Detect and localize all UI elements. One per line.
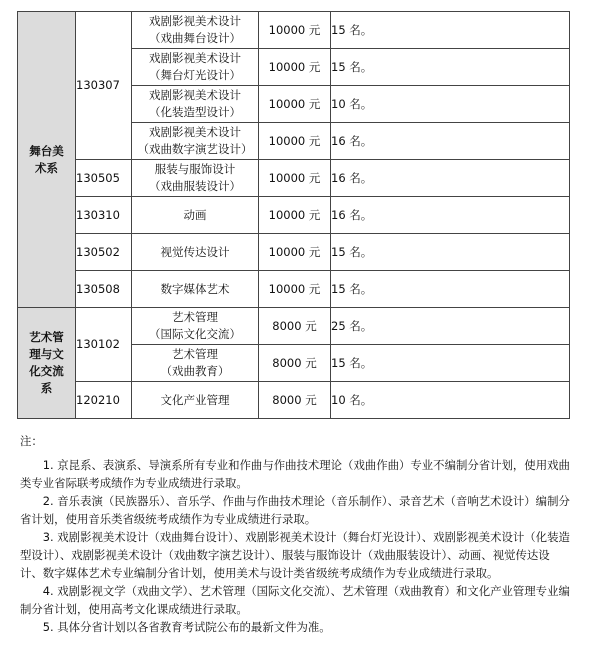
table-row xyxy=(18,12,570,49)
quota-cell: 15 名。 xyxy=(331,234,570,271)
major-name-cell xyxy=(132,160,259,197)
major-code-cell: 130102 xyxy=(76,308,132,382)
table-row xyxy=(18,308,570,345)
tuition-cell: 10000 元 xyxy=(259,160,331,197)
plan-table-body xyxy=(18,12,570,419)
major-name-line: （舞台灯光设计） xyxy=(149,68,241,82)
department-cell xyxy=(18,12,76,308)
department-name-line: 艺术管 xyxy=(29,330,64,344)
department-name-line: 术系 xyxy=(35,160,58,175)
notes-list xyxy=(20,456,572,636)
quota-cell: 10 名。 xyxy=(331,86,570,123)
note-item: 4. 戏剧影视文学（戏曲文学）、艺术管理（国际文化交流）、艺术管理（戏曲教育）和文化产业管理专业编制分省计划，使用高考文化课成绩进行录取。 xyxy=(20,584,570,616)
major-name-line: 戏剧影视美术设计 xyxy=(149,51,241,65)
tuition-cell: 10000 元 xyxy=(259,123,331,160)
major-name-cell xyxy=(132,49,259,86)
major-name-line: （戏曲服装设计） xyxy=(149,179,241,193)
quota-cell: 15 名。 xyxy=(331,271,570,308)
major-name-line: 戏剧影视美术设计 xyxy=(149,14,241,28)
tuition-cell: 10000 元 xyxy=(259,234,331,271)
tuition-cell: 10000 元 xyxy=(259,271,331,308)
tuition-cell: 8000 元 xyxy=(259,345,331,382)
note-item: 5. 具体分省计划以各省教育考试院公布的最新文件为准。 xyxy=(42,620,331,634)
major-name-cell xyxy=(132,345,259,382)
major-name-line: （戏曲教育） xyxy=(160,364,230,378)
major-code-cell: 130502 xyxy=(76,234,132,271)
department-name-line: 理与文 xyxy=(29,347,64,361)
quota-cell: 16 名。 xyxy=(331,123,570,160)
table-row xyxy=(18,197,570,234)
quota-cell: 15 名。 xyxy=(331,49,570,86)
major-name-line: 动画 xyxy=(183,207,207,222)
major-name-line: （国际文化交流） xyxy=(149,327,241,341)
quota-cell: 15 名。 xyxy=(331,345,570,382)
major-code-cell: 120210 xyxy=(76,382,132,419)
tuition-cell: 8000 元 xyxy=(259,382,331,419)
table-row xyxy=(18,160,570,197)
notes-title: 注： xyxy=(20,434,43,448)
department-name-line: 化交流 xyxy=(29,364,64,378)
enrollment-plan-table xyxy=(17,11,570,419)
quota-cell: 16 名。 xyxy=(331,197,570,234)
quota-cell: 25 名。 xyxy=(331,308,570,345)
major-name-cell xyxy=(132,308,259,345)
quota-cell: 16 名。 xyxy=(331,160,570,197)
tuition-cell: 10000 元 xyxy=(259,49,331,86)
major-name-line: （化装造型设计） xyxy=(149,105,241,119)
major-name-line: 数字媒体艺术 xyxy=(160,281,230,296)
quota-cell: 10 名。 xyxy=(331,382,570,419)
note-item: 1. 京昆系、表演系、导演系所有专业和作曲与作曲技术理论（戏曲作曲）专业不编制分省计划，使用戏曲类专业省际联考成绩作为专业成绩进行录取。 xyxy=(20,458,570,490)
table-row xyxy=(18,382,570,419)
major-name-cell xyxy=(132,234,259,271)
major-name-line: 文化产业管理 xyxy=(160,392,230,407)
major-name-line: （戏曲数字演艺设计） xyxy=(137,142,253,156)
notes-section xyxy=(20,432,572,636)
tuition-cell: 10000 元 xyxy=(259,12,331,49)
note-item: 3. 戏剧影视美术设计（戏曲舞台设计）、戏剧影视美术设计（舞台灯光设计）、戏剧影视美术设计（化装造型设计）、戏剧影视美术设计（戏曲数字演艺设计）、服装与服饰设计（戏曲服装设计）、动画、视觉传达设计、数字媒体艺术专业编制分省计划，使用美术与设计类省级统考成绩作为专业成绩进行录取。 xyxy=(20,530,570,580)
major-name-line: 戏剧影视美术设计 xyxy=(149,88,241,102)
major-code-cell: 130307 xyxy=(76,12,132,160)
major-name-cell xyxy=(132,382,259,419)
major-code-cell: 130505 xyxy=(76,160,132,197)
major-code-cell: 130508 xyxy=(76,271,132,308)
department-name-line: 系 xyxy=(40,381,53,395)
major-name-cell xyxy=(132,123,259,160)
major-name-cell xyxy=(132,197,259,234)
tuition-cell: 10000 元 xyxy=(259,86,331,123)
major-name-cell xyxy=(132,12,259,49)
tuition-cell: 10000 元 xyxy=(259,197,331,234)
note-item: 2. 音乐表演（民族器乐）、音乐学、作曲与作曲技术理论（音乐制作）、录音艺术（音响艺术设计）编制分省计划，使用音乐类省级统考成绩作为专业成绩进行录取。 xyxy=(20,494,570,526)
tuition-cell: 8000 元 xyxy=(259,308,331,345)
major-name-line: 艺术管理 xyxy=(172,347,218,361)
major-name-line: 服装与服饰设计 xyxy=(154,162,236,176)
table-row xyxy=(18,234,570,271)
major-name-cell xyxy=(132,271,259,308)
major-name-line: 戏剧影视美术设计 xyxy=(149,125,241,139)
major-name-cell xyxy=(132,86,259,123)
department-cell xyxy=(18,308,76,419)
quota-cell: 15 名。 xyxy=(331,12,570,49)
table-row xyxy=(18,271,570,308)
major-name-line: （戏曲舞台设计） xyxy=(149,31,241,45)
major-code-cell: 130310 xyxy=(76,197,132,234)
department-name-line: 舞台美 xyxy=(29,143,64,158)
major-name-line: 艺术管理 xyxy=(172,310,218,324)
major-name-line: 视觉传达设计 xyxy=(160,244,230,259)
